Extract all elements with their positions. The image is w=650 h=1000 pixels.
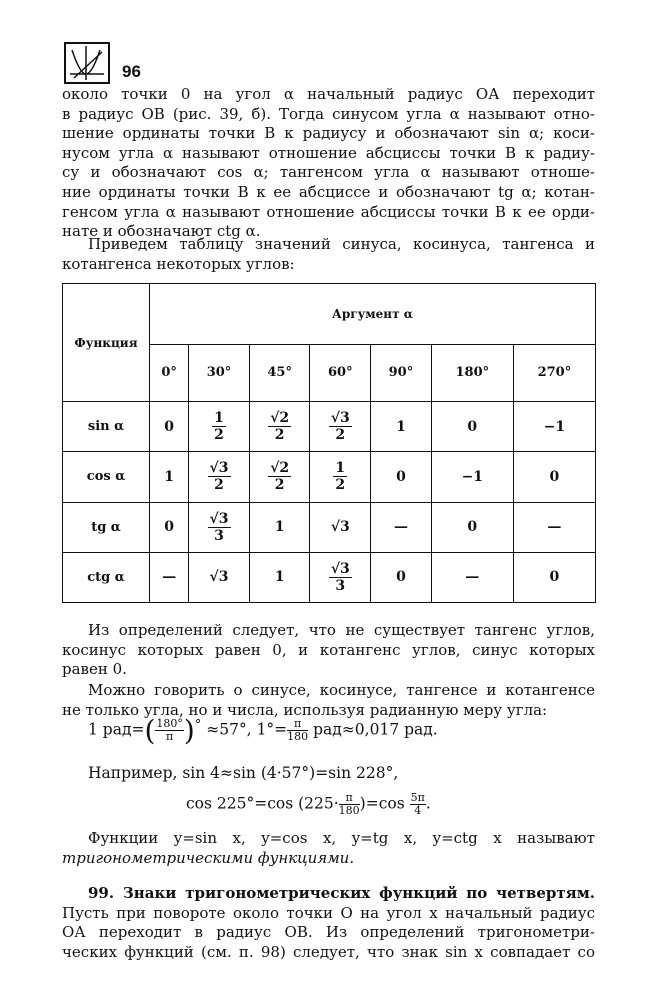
text-line: ческих функций (см. п. 98) следует, что знак sin x совпадает со: [62, 942, 595, 961]
formula-part: ≈57°, 1°=: [206, 720, 288, 739]
text-line: шение ординаты точки В к радиусу и обозначают sin α; коси-: [62, 124, 595, 143]
value-cell: 1: [371, 402, 432, 452]
value-cell: −1: [513, 402, 595, 452]
formula-part: cos 225°=cos (225·: [186, 794, 339, 813]
function-name-cell: sin α: [63, 402, 150, 452]
value-cell: 0: [513, 452, 595, 502]
value-cell: —: [513, 502, 595, 552]
value-cell: 0: [371, 552, 432, 602]
formula-part: 1 рад=: [88, 720, 145, 739]
angle-header: 180°: [431, 344, 513, 402]
text-line: Можно говорить о синусе, косинусе, тангенсе и котангенсе: [88, 681, 595, 699]
text-line: нусом угла α называют отношение абсциссы точки В к радиу-: [62, 143, 595, 162]
section-heading: 99. Знаки тригонометрических функций по четвертям.: [88, 884, 595, 902]
value-cell: 1: [249, 552, 310, 602]
value-cell: 1: [150, 452, 189, 502]
trig-values-table: [62, 283, 596, 603]
text-line: Функции y=sin x, y=cos x, y=tg x, y=ctg x называют: [88, 829, 595, 847]
value-cell: $\frac{√2}{2}$: [249, 402, 310, 452]
value-cell: 0: [431, 502, 513, 552]
value-cell: √3: [189, 552, 250, 602]
angle-header: 90°: [371, 344, 432, 402]
text-line: косинус которых равен 0, и котангенс углов, синус которых: [62, 640, 595, 659]
text-line: Приведем таблицу значений синуса, косинуса, тангенса и: [88, 235, 595, 253]
page-number: 96: [122, 62, 141, 81]
angle-header: 60°: [310, 344, 371, 402]
header-argument: Аргумент α: [150, 284, 596, 345]
table-row: [63, 452, 596, 502]
formula-part: )=cos: [359, 794, 410, 813]
formula-part: .: [425, 794, 431, 813]
value-cell: 0: [150, 402, 189, 452]
graph-icon: [66, 44, 108, 82]
text-line: в радиус ОВ (рис. 39, б). Тогда синусом угла α называют отно-: [62, 104, 595, 123]
value-cell: $\frac{√2}{2}$: [249, 452, 310, 502]
paragraph-table-intro: [62, 235, 595, 274]
table-row: [63, 402, 596, 452]
value-cell: √3: [310, 502, 371, 552]
value-cell: $\frac{1}{2}$: [189, 402, 250, 452]
text-line: около точки 0 на угол α начальный радиус ОА переходит: [62, 85, 595, 103]
fraction: $\frac{180^\circ}{\pi}$: [156, 717, 183, 743]
value-cell: $\frac{√3}{2}$: [310, 402, 371, 452]
angle-header: 0°: [150, 344, 189, 402]
fraction: $\frac{\pi}{180}$: [287, 717, 309, 743]
value-cell: —: [150, 552, 189, 602]
value-cell: $\frac{√3}{3}$: [189, 502, 250, 552]
section-99-signs: [62, 884, 595, 962]
text-line: котангенса некоторых углов:: [62, 254, 295, 273]
paragraph-existence: [62, 621, 595, 680]
fraction: $\frac{5\pi}{4}$: [410, 791, 425, 817]
angle-header: 270°: [513, 344, 595, 402]
value-cell: 0: [371, 452, 432, 502]
formula-example-cos: [186, 792, 431, 817]
angle-header: 30°: [189, 344, 250, 402]
text-line: ОА переходит в радиус ОВ. Из определений тригонометри-: [62, 923, 595, 942]
text-line: генсом угла α называют отношение абсциссы точки В к ее орди-: [62, 202, 595, 221]
table-body: [63, 402, 596, 603]
text-line: ние ординаты точки В к ее абсциссе и обозначают tg α; котан-: [62, 182, 595, 201]
formula-example-sin: Например, sin 4≈sin (4·57°)=sin 228°,: [88, 764, 399, 782]
function-name-cell: tg α: [63, 502, 150, 552]
value-cell: −1: [431, 452, 513, 502]
table-row: [63, 552, 596, 602]
paragraph-definitions: [62, 85, 595, 242]
text-line: Из определений следует, что не существует тангенс углов,: [88, 621, 595, 639]
table-row: [63, 502, 596, 552]
value-cell: —: [431, 552, 513, 602]
chapter-logo: [64, 42, 110, 84]
value-cell: —: [371, 502, 432, 552]
header-function: Функция: [63, 284, 150, 402]
text-line: тригонометрическими функциями.: [62, 848, 355, 867]
function-name-cell: cos α: [63, 452, 150, 502]
text-line: су и обозначают cos α; тангенсом угла α называют отноше-: [62, 163, 595, 182]
function-name-cell: ctg α: [63, 552, 150, 602]
value-cell: $\frac{√3}{3}$: [310, 552, 371, 602]
angle-header: 45°: [249, 344, 310, 402]
value-cell: 1: [249, 502, 310, 552]
text-line: нате и обозначают ctg α.: [62, 222, 261, 241]
paragraph-trig-functions: [62, 829, 595, 868]
value-cell: $\frac{1}{2}$: [310, 452, 371, 502]
text-line: равен 0.: [62, 660, 127, 679]
value-cell: $\frac{√3}{2}$: [189, 452, 250, 502]
value-cell: 0: [513, 552, 595, 602]
formula-part: рад≈0,017 рад.: [313, 720, 438, 739]
fraction: $\frac{\pi}{180}$: [338, 791, 360, 817]
formula-radian-conversion: 1 рад=( $\frac{180^\circ}{\pi}$ )° ≈57°, 1°= $\frac{\pi}{180}$ рад≈0,017 рад.: [88, 714, 438, 747]
text-line: не только угла, но и числа, используя радианную меру угла:: [62, 700, 548, 719]
value-cell: 0: [431, 402, 513, 452]
text-line: Пусть при повороте около точки О на угол x начальный радиус: [62, 903, 595, 922]
value-cell: 0: [150, 502, 189, 552]
